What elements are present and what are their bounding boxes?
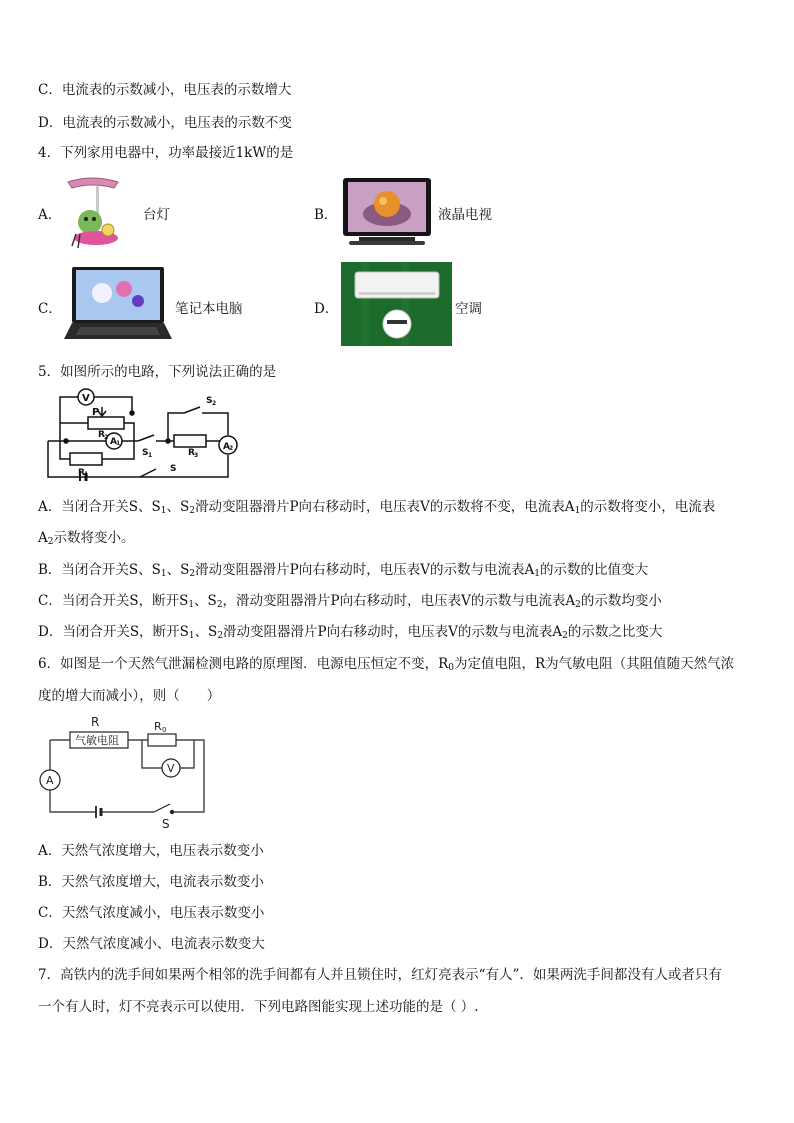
q4-option-c-letter: C．	[38, 301, 62, 317]
q5-option-a-line2: $A_2$示数将变小。	[38, 530, 135, 547]
q4-option-d-label: 空调	[455, 301, 482, 317]
q5-s1-label: S	[142, 448, 149, 458]
q5-option-b: B．当闭合开关S、$S_1$、$S_2$滑动变阻器滑片P向右移动时，电压表V的示数与电流表$A_1$的示数的比值变大	[38, 562, 648, 579]
q4-option-a-label: 台灯	[143, 207, 170, 223]
q5-r2-label: R	[98, 430, 105, 440]
svg-text:2: 2	[104, 434, 109, 441]
q4-option-b-label: 液晶电视	[438, 207, 492, 223]
q4-option-d-letter: D．	[314, 301, 339, 317]
q3-option-d: D．电流表的示数减小，电压表的示数不变	[38, 115, 292, 131]
q5-s-label: S	[170, 464, 177, 474]
q5-voltmeter-label: V	[82, 393, 90, 404]
q6-circuit-diagram	[34, 712, 214, 832]
laptop-image	[62, 265, 174, 345]
svg-text:3: 3	[194, 452, 199, 459]
q5-s2-label: S	[206, 396, 213, 406]
q5-circuit-diagram	[40, 383, 240, 481]
svg-text:2: 2	[229, 445, 234, 452]
svg-text:0: 0	[162, 726, 167, 734]
q5-r1-label: R	[78, 468, 85, 478]
air-conditioner-image	[341, 262, 452, 346]
q6-option-a: A．天然气浓度增大，电压表示数变小	[38, 843, 264, 859]
q6-stem-line2: 度的增大而减小），则（ ）	[38, 688, 221, 704]
q5-option-d: D．当闭合开关S，断开$S_1$、$S_2$滑动变阻器滑片P向右移动时，电压表V的示数与电流表$A_2$的示数之比变大	[38, 624, 663, 641]
q6-option-d: D．天然气浓度减小、电流表示数变大	[38, 936, 265, 952]
q3-option-c: C．电流表的示数减小，电压表的示数增大	[38, 82, 292, 98]
q4-option-c-label: 笔记本电脑	[175, 301, 243, 317]
q5-stem: 5．如图所示的电路，下列说法正确的是	[38, 364, 277, 380]
q6-stem-line1: 6．如图是一个天然气泄漏检测电路的原理图．电源电压恒定不变，$R_0$为定值电阻，R为气敏电阻（其阻值随天然气浓	[38, 656, 735, 673]
q5-r3-label: R	[188, 448, 195, 458]
q5-slider-label: P	[92, 407, 100, 418]
q6-r-label: R	[91, 715, 100, 729]
q6-option-c: C．天然气浓度减小，电压表示数变小	[38, 905, 265, 921]
svg-text:1: 1	[116, 440, 121, 447]
q4-option-a-letter: A．	[38, 207, 62, 223]
q5-a2-label: A	[223, 442, 230, 452]
svg-text:1: 1	[148, 452, 153, 459]
q7-stem-line1: 7．高铁内的洗手间如果两个相邻的洗手间都有人并且锁住时，红灯亮表示“有人”．如果两洗手间都没有人或者只有	[38, 967, 722, 983]
q6-r0-label: R	[154, 720, 162, 733]
lcd-tv-image	[339, 176, 435, 248]
q5-a1-label: A	[110, 437, 117, 447]
svg-text:2: 2	[212, 400, 217, 407]
q6-gas-sensor-label: 气敏电阻	[75, 734, 119, 747]
q6-voltmeter-label: V	[167, 762, 175, 775]
svg-text:1: 1	[84, 471, 89, 478]
q6-option-b: B．天然气浓度增大，电流表示数变小	[38, 874, 264, 890]
q5-option-a-line1: A．当闭合开关S、$S_1$、$S_2$滑动变阻器滑片P向右移动时，电压表V的示数将不变，电流表$A_1$的示数将变小，电流表	[38, 499, 716, 516]
q6-switch-label: S	[162, 817, 170, 831]
q4-option-b-letter: B．	[314, 207, 338, 223]
q7-stem-line2: 一个有人时，灯不亮表示可以使用．下列电路图能实现上述功能的是（ ）.	[38, 999, 479, 1015]
q5-option-c: C．当闭合开关S，断开$S_1$、$S_2$，滑动变阻器滑片P向右移动时，电压表V的示数与电流表$A_2$的示数均变小	[38, 593, 662, 610]
desk-lamp-image	[62, 172, 124, 252]
q6-ammeter-label: A	[46, 774, 54, 787]
q4-stem: 4．下列家用电器中，功率最接近1kW的是	[38, 145, 294, 161]
